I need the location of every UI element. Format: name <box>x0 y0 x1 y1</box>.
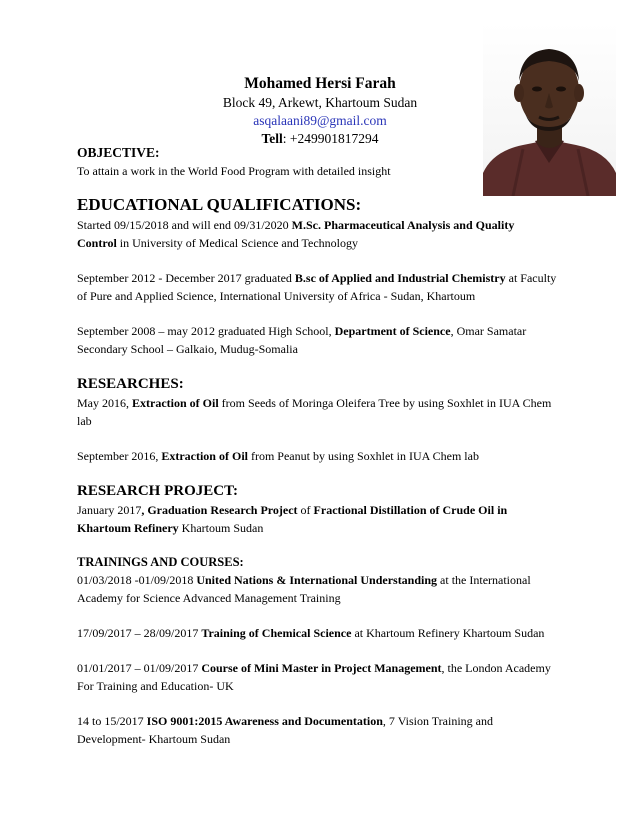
research-project-heading: RESEARCH PROJECT: <box>77 483 238 499</box>
training-entry-1 <box>77 571 557 607</box>
entry-date: 17/09/2017 – 28/09/2017 <box>77 626 202 640</box>
entry-date: Started 09/15/2018 and will end 09/31/2020 <box>77 218 292 232</box>
education-entry-3 <box>77 322 557 358</box>
entry-date: January 2017 <box>77 503 142 517</box>
entry-title: B.sc of Applied and Industrial Chemistry <box>294 271 506 285</box>
entry-title: Course of Mini Master in Project Management <box>201 661 442 675</box>
entry-date: May 2016, <box>77 396 132 410</box>
entry-date: September 2008 – may 2012 graduated High School, <box>77 324 335 338</box>
research-entry-1 <box>77 394 557 430</box>
entry-detail: at Khartoum Refinery Khartoum Sudan <box>351 626 545 640</box>
tel-value: : +249901817294 <box>282 131 379 146</box>
entry-subject: Fractional Distillation of Crude Oil in Khartoum Refinery <box>77 503 508 535</box>
education-entry-2 <box>77 269 557 305</box>
entry-title: Training of Chemical Science <box>201 626 352 640</box>
entry-detail: , 7 Vision Training and Development- Khartoum Sudan <box>77 714 493 746</box>
training-entry-4 <box>77 712 557 748</box>
entry-title: Extraction of Oil <box>161 449 248 463</box>
entry-date: September 2012 - December 2017 graduated <box>77 271 295 285</box>
entry-detail: Khartoum Sudan <box>178 521 264 535</box>
entry-detail: , the London Academy For Training and Education- UK <box>77 661 551 693</box>
resume-content <box>77 144 557 748</box>
tel-label: Tell <box>261 131 283 146</box>
trainings-heading: TRAININGS AND COURSES: <box>77 555 244 569</box>
training-entry-3 <box>77 659 557 695</box>
entry-title: Department of Science <box>334 324 451 338</box>
contact-header <box>150 74 490 148</box>
entry-title: Extraction of Oil <box>132 396 219 410</box>
email-link[interactable]: asqalaani89@gmail.com <box>253 113 387 128</box>
objective-heading: OBJECTIVE: <box>77 145 160 160</box>
entry-detail: at the International Academy for Science Advanced Management Training <box>77 573 531 605</box>
entry-detail: from Seeds of Moringa Oleifera Tree by using Soxhlet in IUA Chem lab <box>77 396 552 428</box>
training-entry-2 <box>77 624 557 642</box>
researches-heading: RESEARCHES: <box>77 376 184 392</box>
entry-date: 01/03/2018 -01/09/2018 <box>77 573 197 587</box>
address: Block 49, Arkewt, Khartoum Sudan <box>222 95 418 110</box>
entry-detail: in University of Medical Science and Technology <box>116 236 358 250</box>
education-entry-1 <box>77 216 557 252</box>
entry-connector: of <box>297 503 314 517</box>
entry-title: , Graduation Research Project <box>141 503 298 517</box>
entry-detail: from Peanut by using Soxhlet in IUA Chem lab <box>247 449 479 463</box>
entry-date: September 2016, <box>77 449 162 463</box>
entry-detail: , Omar Samatar Secondary School – Galkaio, Mudug-Somalia <box>77 324 527 356</box>
entry-detail: at Faculty of Pure and Applied Science, International University of Africa - Sudan, Khartoum <box>77 271 557 303</box>
entry-date: 14 to 15/2017 <box>77 714 147 728</box>
candidate-name: Mohamed Hersi Farah <box>244 75 396 92</box>
research-entry-2 <box>77 447 557 465</box>
research-project-entry <box>77 501 557 537</box>
objective-text: To attain a work in the World Food Program with detailed insight <box>77 164 391 178</box>
entry-title: ISO 9001:2015 Awareness and Documentation <box>146 714 383 728</box>
entry-title: M.Sc. Pharmaceutical Analysis and Quality Control <box>77 218 515 250</box>
entry-date: 01/01/2017 – 01/09/2017 <box>77 661 202 675</box>
education-heading: EDUCATIONAL QUALIFICATIONS: <box>77 195 362 214</box>
entry-title: United Nations & International Understanding <box>196 573 438 587</box>
